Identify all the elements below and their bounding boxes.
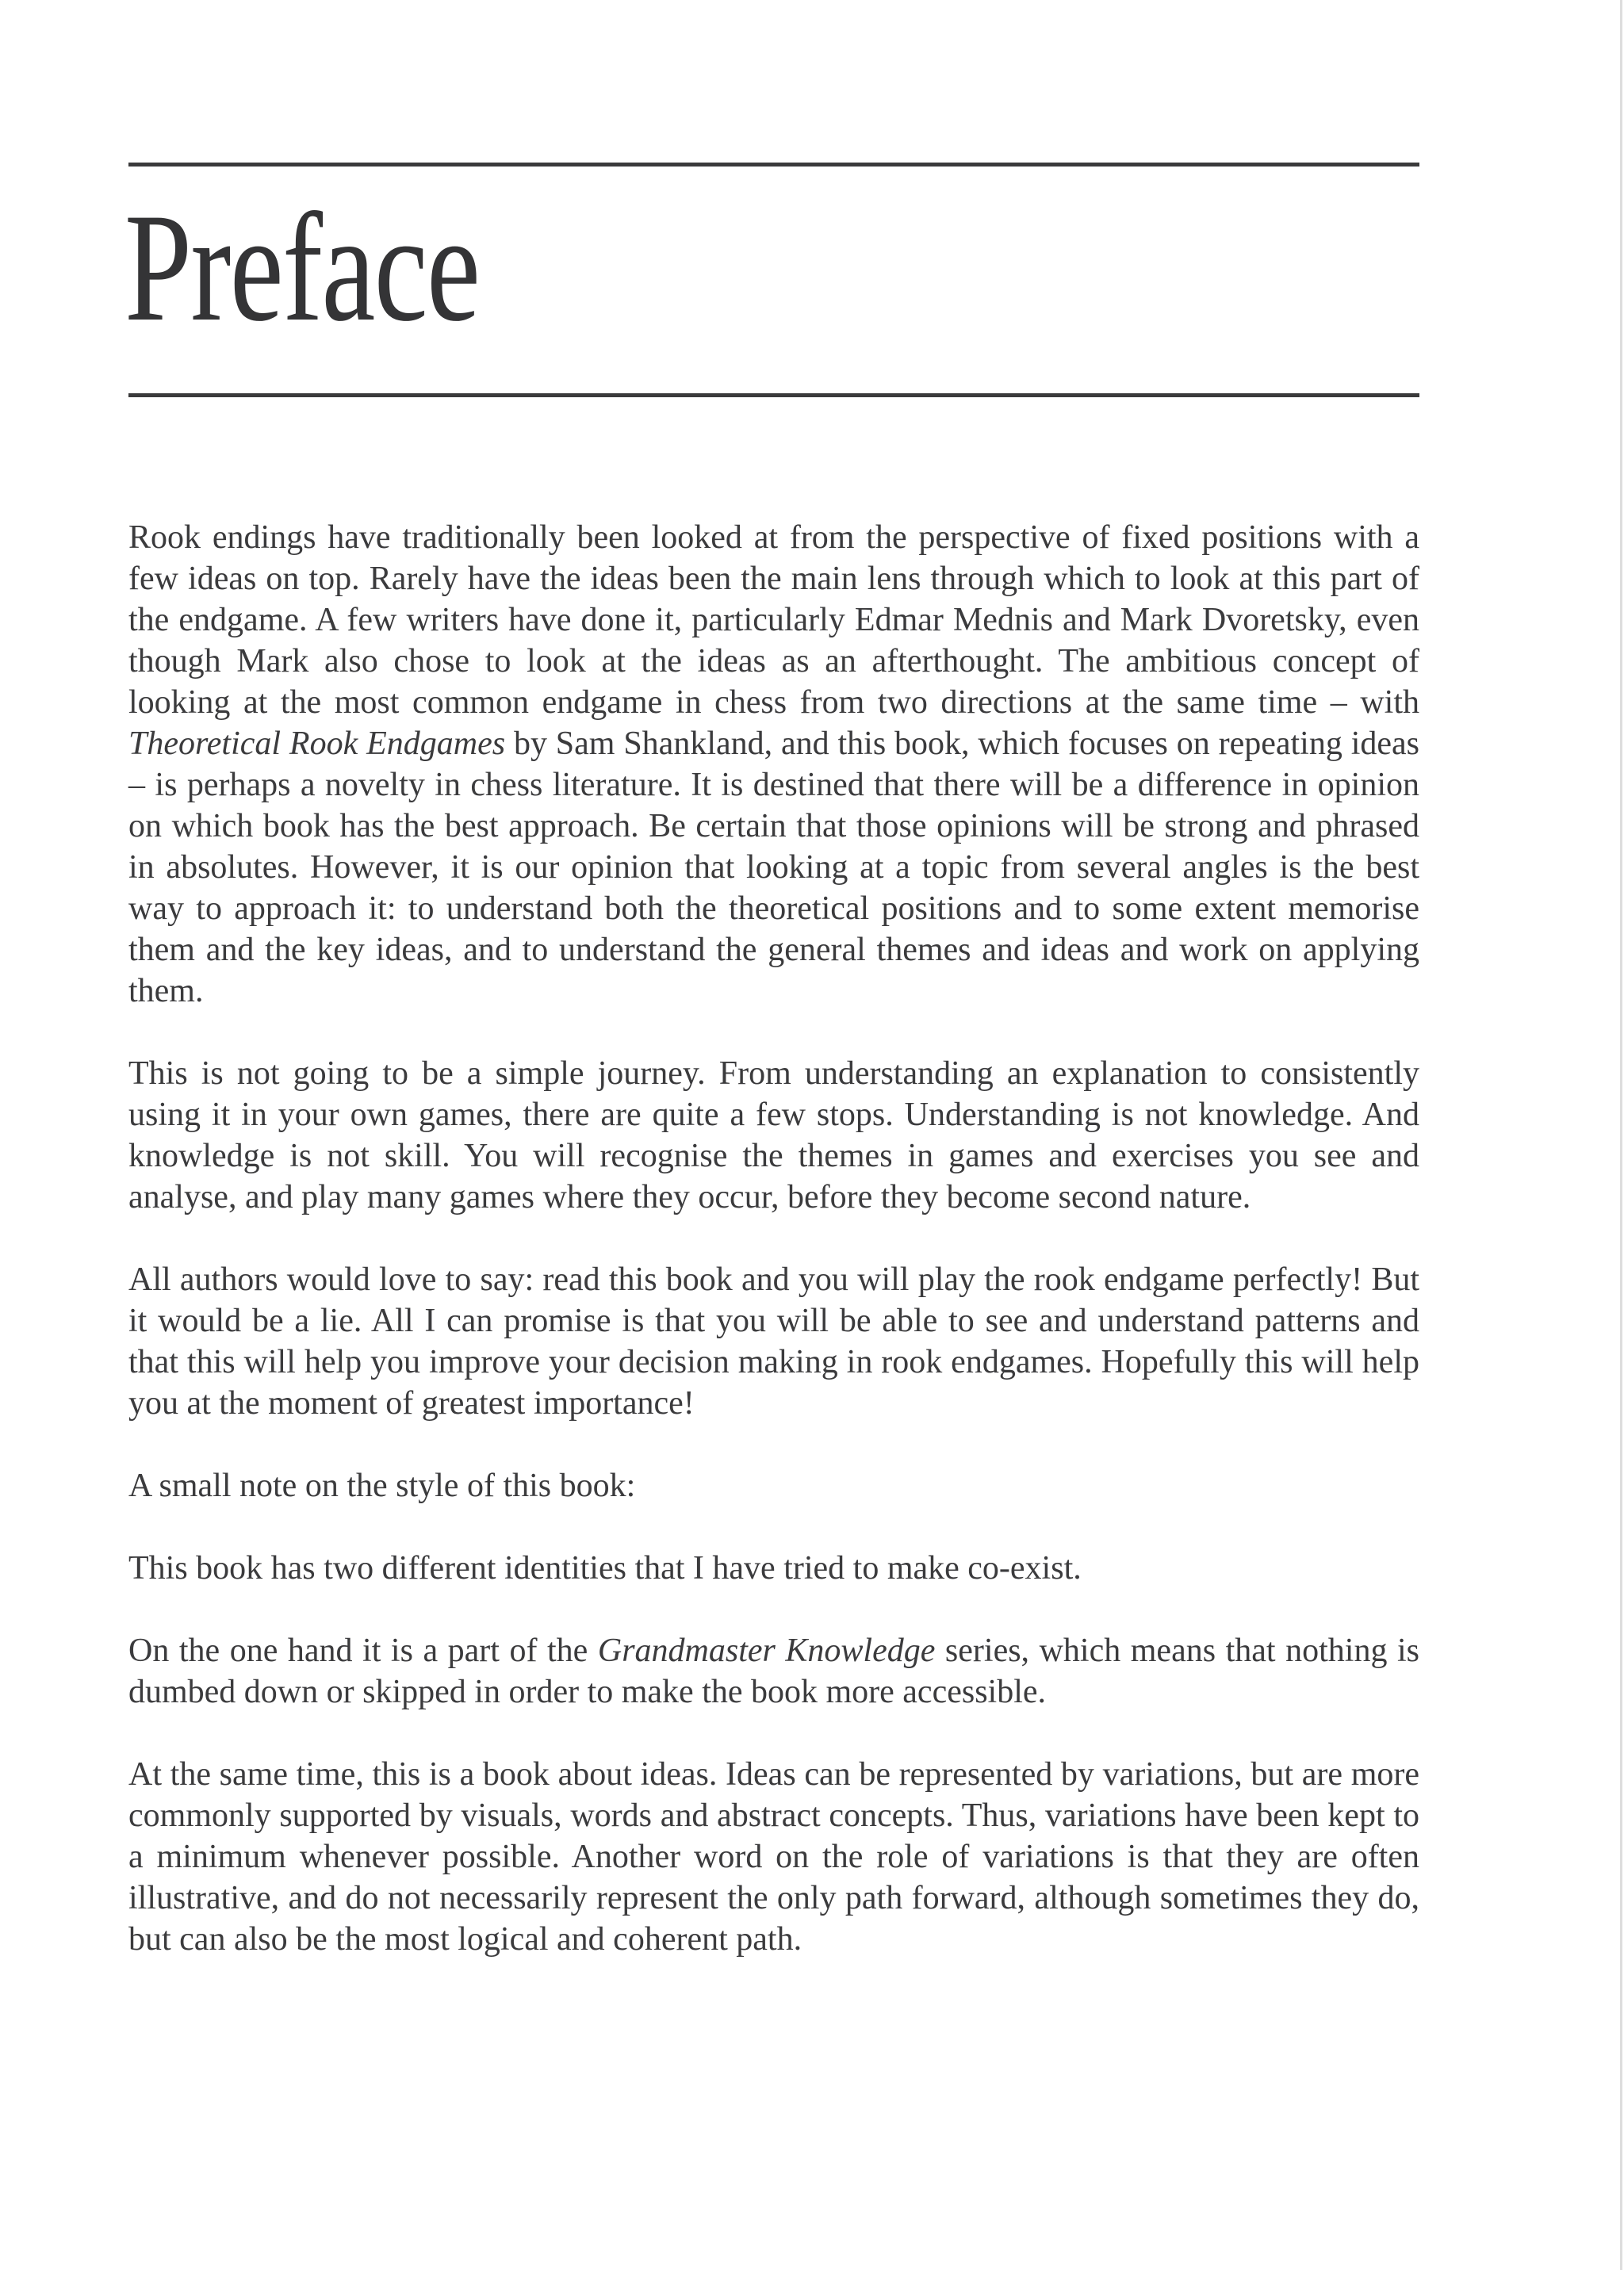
page-edge-line bbox=[1620, 0, 1622, 2270]
preface-paragraphs bbox=[128, 517, 1419, 1960]
paragraph bbox=[128, 1465, 1419, 1506]
text-run: All authors would love to say: read this book and you will play the rook endgame perfectly! But it would be a lie. All I can promise is that you will be able to see and understand patterns and that this will help you improve your decision making in rook endgames. Hopefully this will help you at the moment of greatest importance! bbox=[128, 1261, 1419, 1422]
text-run: At the same time, this is a book about ideas. Ideas can be represented by variations, but are more commonly supported by visuals, words and abstract concepts. Thus, variations have been kept to a minimum whenever possible. Another word on the role of variations is that they are often illustrative, and do not necessarily represent the only path forward, although sometimes they do, but can also be the most logical and coherent path. bbox=[128, 1756, 1419, 1958]
mid-rule bbox=[128, 393, 1419, 397]
italic-text-run: Grandmaster Knowledge bbox=[597, 1633, 936, 1669]
text-run: On the one hand it is a part of the bbox=[128, 1633, 598, 1669]
paragraph bbox=[128, 517, 1419, 1012]
text-run: series, which means that nothing is dumbed down or skipped in order to make the book more accessible. bbox=[128, 1633, 1419, 1710]
text-run: This book has two different identities that I have tried to make co-exist. bbox=[128, 1550, 1082, 1587]
top-rule bbox=[128, 163, 1419, 167]
paragraph bbox=[128, 1754, 1419, 1960]
page-title: Preface bbox=[124, 182, 480, 354]
italic-text-run: Theoretical Rook Endgames bbox=[128, 725, 506, 762]
text-run: by Sam Shankland, and this book, which focuses on repeating ideas – is perhaps a novelty in chess literature. It is destined that there will be a difference in opinion on which book has the best approach. Be certain that those opinions will be strong and phrased in absolutes. However, it is our opinion that looking at a topic from several angles is the best way to approach it: to understand both the theoretical positions and to some extent memorise them and the key ideas, and to understand the general themes and ideas and work on applying them. bbox=[128, 725, 1419, 1009]
text-run: This is not going to be a simple journey. From understanding an explanation to consistently using it in your own games, there are quite a few stops. Understanding is not knowledge. And knowledge is not skill. You will recognise the themes in games and exercises you see and analyse, and play many games where they occur, before they become second nature. bbox=[128, 1055, 1419, 1215]
text-run: A small note on the style of this book: bbox=[128, 1468, 636, 1504]
text-run: Rook endings have traditionally been looked at from the perspective of fixed positions with a few ideas on top. Rarely have the ideas been the main lens through which to look at this part of the endgame. A few writers have done it, particularly Edmar Mednis and Mark Dvoretsky, even though Mark also chose to look at the ideas as an afterthought. The ambitious concept of looking at the most common endgame in chess from two directions at the same time – with bbox=[128, 519, 1419, 721]
paragraph bbox=[128, 1259, 1419, 1424]
paragraph bbox=[128, 1053, 1419, 1218]
paragraph bbox=[128, 1548, 1419, 1589]
paragraph bbox=[128, 1630, 1419, 1713]
